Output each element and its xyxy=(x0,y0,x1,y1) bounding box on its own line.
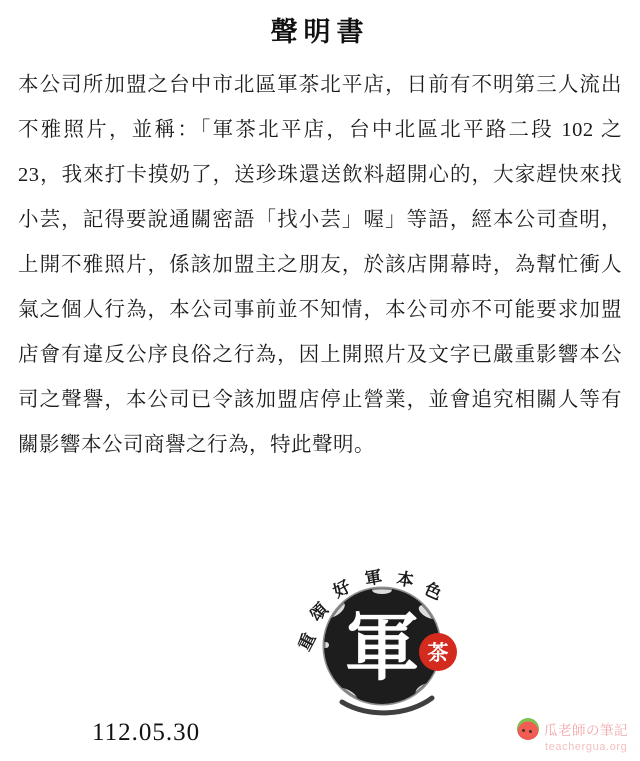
svg-text:本: 本 xyxy=(395,569,415,591)
page-title: 聲明書 xyxy=(270,17,370,47)
stamp-area xyxy=(0,540,640,715)
company-seal-stamp xyxy=(290,550,470,720)
watermark-label: 瓜老師の筆記 xyxy=(544,723,628,738)
document-body xyxy=(18,63,622,468)
watermark xyxy=(517,718,628,753)
watermark-url: teachergua.org xyxy=(545,741,628,753)
body-paragraph: 本公司所加盟之台中市北區軍茶北平店，日前有不明第三人流出不雅照片，並稱：「軍茶北平店，台中北區北平路二段 102 之 23，我來打卡摸奶了，送珍珠還送飲料超開心的，大家趕快來找小芸，記得要說通關密語「找小芸」喔」等語，經本公司查明，上開不雅照片，係該加盟主之朋友，於該店開幕時，為幫忙衝人氣之個人行為，本公司事前並不知情，本公司亦不可能要求加盟店會有違反公序良俗之行為，因上開照片及文字已嚴重影響本公司之聲譽，本公司已令該加盟店停止營業，並會追究相關人等有關影響本公司商譽之行為，特此聲明。 xyxy=(18,74,622,456)
svg-text:色: 色 xyxy=(421,579,445,604)
svg-text:軍: 軍 xyxy=(345,608,419,690)
document-page xyxy=(0,10,640,761)
svg-text:頌: 頌 xyxy=(306,599,332,625)
svg-text:茶: 茶 xyxy=(427,641,449,665)
document-date: 112.05.30 xyxy=(92,719,201,746)
svg-text:重: 重 xyxy=(294,629,320,654)
svg-text:軍: 軍 xyxy=(363,567,384,589)
watermelon-icon xyxy=(517,718,539,740)
svg-text:好: 好 xyxy=(329,576,354,602)
